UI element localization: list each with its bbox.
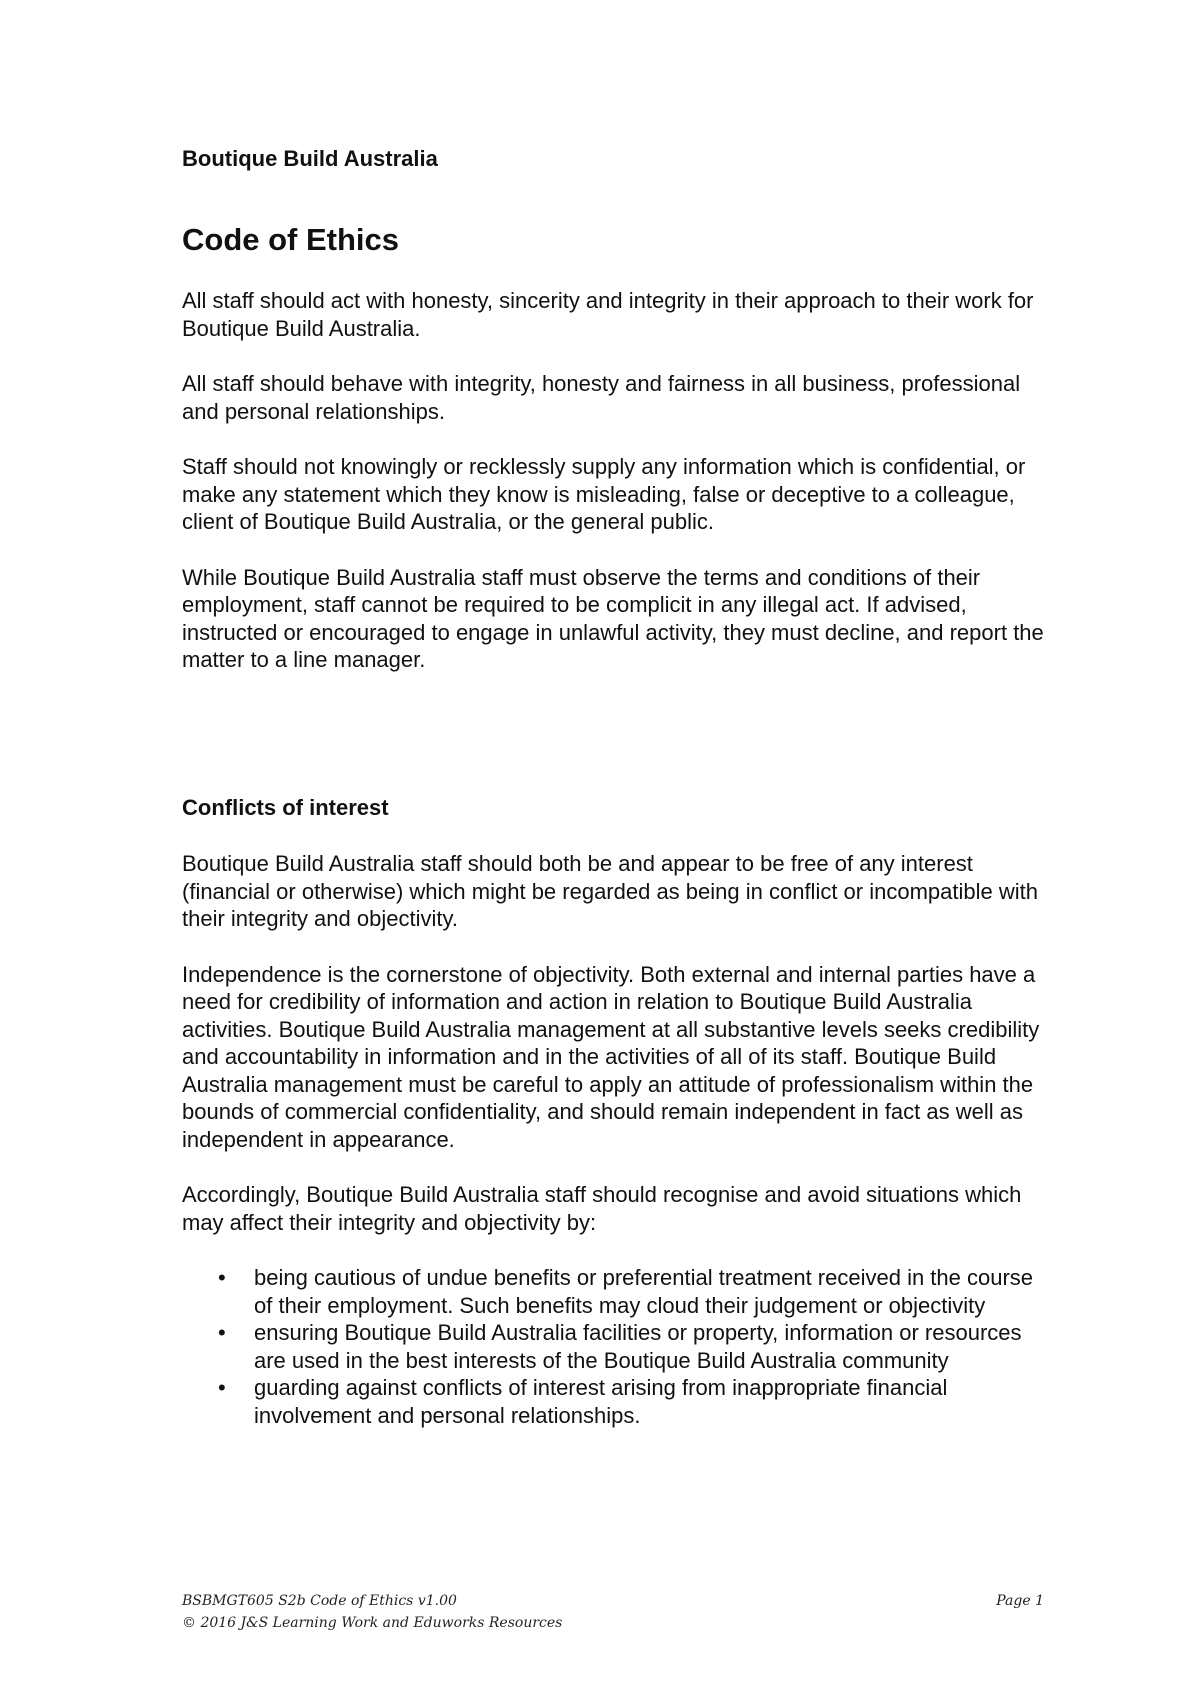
page-title: Code of Ethics xyxy=(182,222,400,257)
intro-paragraph: All staff should act with honesty, sincerity and integrity in their approach to their work for Boutique Build Australia. xyxy=(182,288,1034,341)
bullet-icon: • xyxy=(218,1320,226,1345)
footer-page-number: Page 1 xyxy=(996,1593,1044,1609)
footer-doc-ref: BSBMGT605 S2b Code of Ethics v1.00 xyxy=(182,1593,457,1609)
list-item-text: being cautious of undue benefits or preferential treatment received in the course of their employment. Such benefits may cloud their judgement or objectivity xyxy=(254,1265,1034,1318)
conflicts-section xyxy=(182,850,1052,1429)
company-name: Boutique Build Australia xyxy=(182,146,438,171)
intro-paragraph: While Boutique Build Australia staff must observe the terms and conditions of their employment, staff cannot be required to be complicit in any illegal act. If advised, instructed or encouraged to engage in unlawful activity, they must decline, and report the matter to a line manager. xyxy=(182,564,1044,672)
footer-copyright: © 2016 J&S Learning Work and Eduworks Resources xyxy=(182,1615,563,1631)
conflicts-paragraph: Accordingly, Boutique Build Australia staff should recognise and avoid situations which may affect their integrity and objectivity by: xyxy=(182,1182,1022,1235)
conflicts-paragraph: Boutique Build Australia staff should both be and appear to be free of any interest (financial or otherwise) which might be regarded as being in conflict or incompatible with their integrity and objectivity. xyxy=(182,851,1038,931)
list-item-text: ensuring Boutique Build Australia facilities or property, information or resources are used in the best interests of the Boutique Build Australia community xyxy=(254,1320,1022,1373)
intro-section xyxy=(182,287,1052,702)
document-page xyxy=(182,0,1062,1698)
bullet-list xyxy=(182,1264,1052,1429)
list-item xyxy=(182,1264,1052,1319)
conflicts-heading: Conflicts of interest xyxy=(182,795,389,820)
list-item-text: guarding against conflicts of interest arising from inappropriate financial involvement and personal relationships. xyxy=(254,1375,948,1428)
conflicts-paragraph: Independence is the cornerstone of objectivity. Both external and internal parties have a need for credibility of information and action in relation to Boutique Build Australia activities. Boutique Build Australia management at all substantive levels seeks credibility and accountability in information and in the activities of all of its staff. Boutique Build Australia management must be careful to apply an attitude of professionalism within the bounds of commercial confidentiality, and should remain independent in fact as well as independent in appearance. xyxy=(182,961,1040,1152)
intro-paragraph: All staff should behave with integrity, honesty and fairness in all business, professional and personal relationships. xyxy=(182,371,1021,424)
bullet-icon: • xyxy=(218,1375,226,1400)
list-item xyxy=(182,1319,1052,1374)
page-footer xyxy=(182,1590,1044,1634)
list-item xyxy=(182,1374,1052,1429)
intro-paragraph: Staff should not knowingly or recklessly supply any information which is confidential, or make any statement which they know is misleading, false or deceptive to a colleague, client of Boutique Build Australia, or the general public. xyxy=(182,454,1026,534)
bullet-icon: • xyxy=(218,1265,226,1290)
